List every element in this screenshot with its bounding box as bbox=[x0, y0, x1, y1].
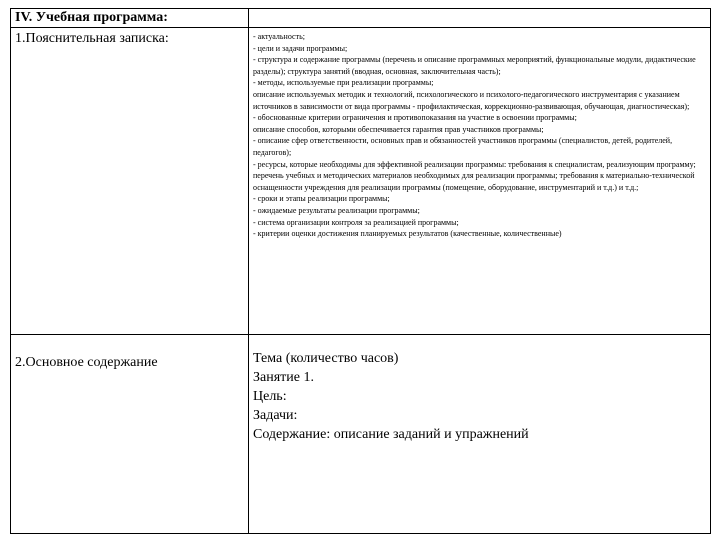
section-title-cell bbox=[11, 9, 249, 28]
explanatory-note-list bbox=[249, 28, 710, 240]
list-item: - ресурсы, которые необходимы для эффективной реализации программы: требования к специалистам, реализующим программу; перечень учебных и методических материалов необходимых для реализации программы; требования к материально-технической оснащенности учреждения для реализации программы (помещение, оборудование, инструментарий и т.д.) и т.д.; bbox=[253, 159, 696, 192]
row-label-cell bbox=[11, 28, 249, 335]
list-item: Тема (количество часов) bbox=[253, 351, 399, 366]
list-item: - актуальность; bbox=[253, 32, 305, 41]
table-row bbox=[11, 28, 711, 335]
main-content-label: 2.Основное содержание bbox=[15, 355, 158, 370]
list-item: Задачи: bbox=[253, 408, 298, 423]
list-item: Цель: bbox=[253, 389, 287, 404]
list-item: - система организации контроля за реализацией программы; bbox=[253, 217, 459, 227]
table-header-row bbox=[11, 9, 711, 28]
list-item: описание способов, которыми обеспечивается гарантия прав участников программы; bbox=[253, 124, 544, 134]
list-item: - сроки и этапы реализации программы; bbox=[253, 194, 390, 204]
list-item: Занятие 1. bbox=[253, 370, 314, 385]
header-empty-cell bbox=[249, 9, 711, 28]
row-content-cell bbox=[249, 28, 711, 335]
list-item: - обоснованные критерии ограничения и противопоказания на участие в освоении программы; bbox=[253, 113, 577, 123]
section-title: IV. Учебная программа: bbox=[15, 10, 168, 25]
list-item: описание используемых методик и технологий, психологического и психолого-педагогического инструментария с указанием источников в зависимости от вида программы - профилактическая, коррекционно-развивающая, обучающая, диагностическая); bbox=[253, 89, 690, 111]
list-item: - методы, используемые при реализации программы; bbox=[253, 78, 434, 88]
list-item: - цели и задачи программы; bbox=[253, 43, 348, 53]
row-content-cell bbox=[249, 335, 711, 534]
program-table bbox=[10, 8, 711, 534]
list-item: - критерии оценки достижения планируемых результатов (качественные, количественные) bbox=[253, 229, 562, 239]
list-item: Содержание: описание заданий и упражнений bbox=[253, 427, 529, 442]
list-item: - ожидаемые результаты реализации программы; bbox=[253, 205, 420, 215]
main-content-list bbox=[249, 335, 710, 444]
table-row bbox=[11, 335, 711, 534]
list-item: - описание сфер ответственности, основных прав и обязанностей участников программы (специалистов, детей, родителей, педагогов); bbox=[253, 136, 673, 157]
list-item: - структура и содержание программы (перечень и описание программных мероприятий, функциональные модули, дидактические разделы); структура занятий (вводная, основная, заключительная часть); bbox=[253, 55, 696, 76]
explanatory-note-label: 1.Пояснительная записка: bbox=[15, 31, 169, 46]
row-label-cell bbox=[11, 335, 249, 534]
